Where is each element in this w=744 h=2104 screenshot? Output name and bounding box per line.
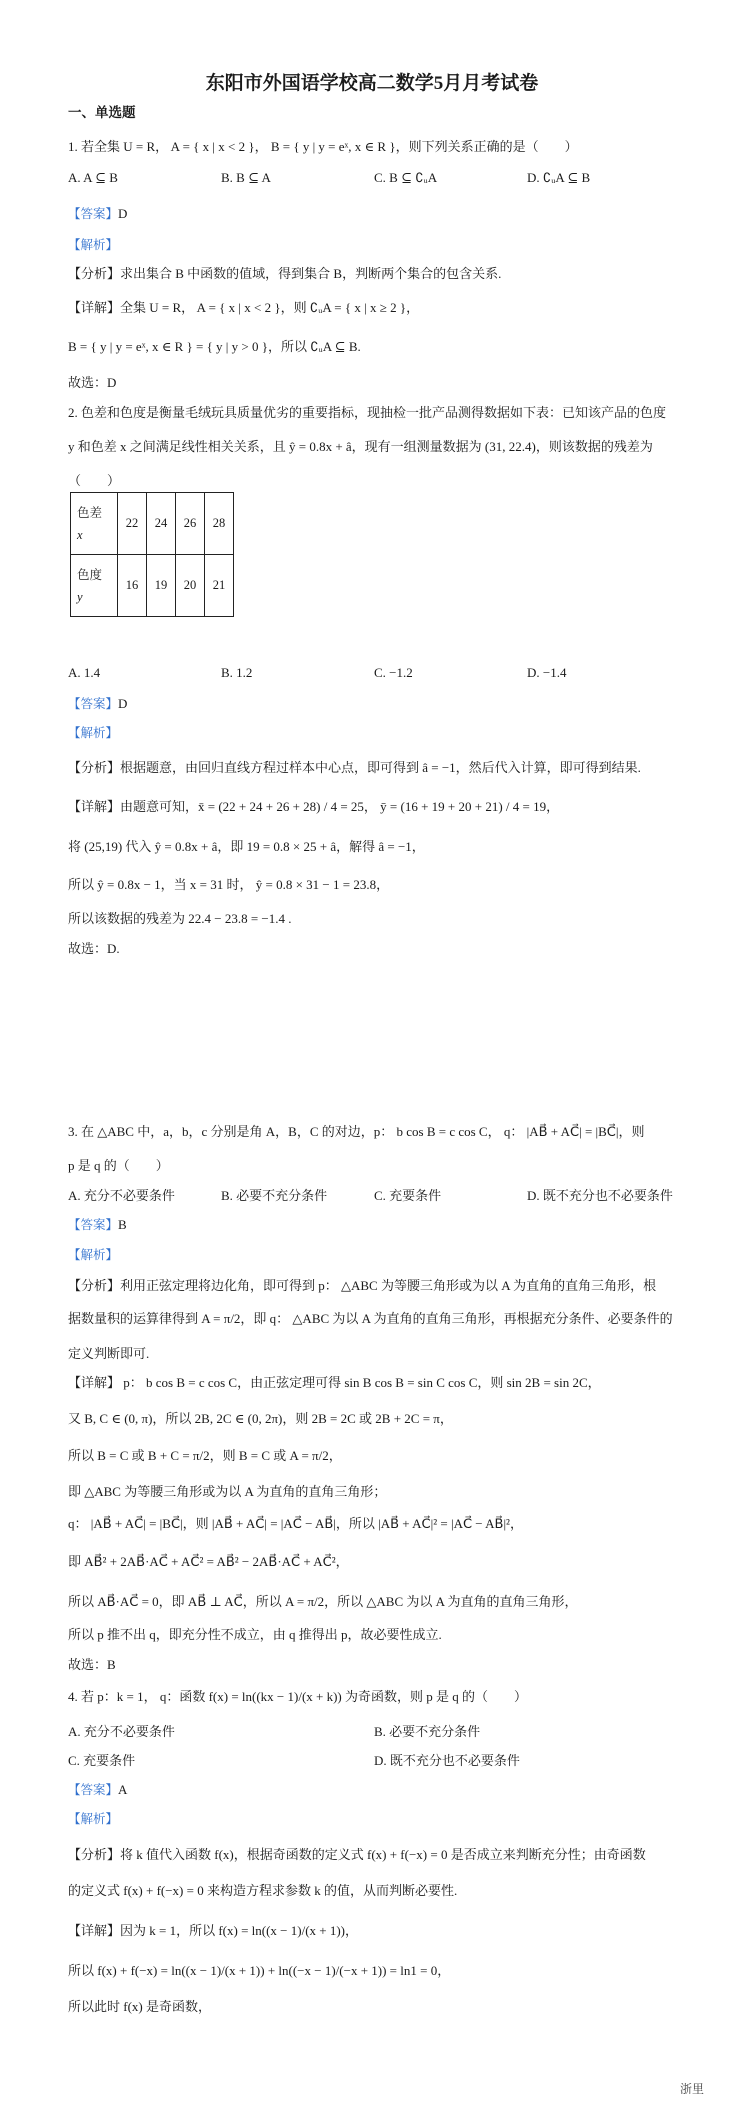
q3-stem-2: p 是 q 的（ ） bbox=[68, 1158, 169, 1173]
answer-tag: 【答案】 bbox=[68, 1783, 119, 1797]
q1-xiangjie-2: B = { y | y = eˣ, x ∈ R } = { y | y > 0 }，所以 ∁ᵤA ⊆ B. bbox=[68, 339, 361, 354]
table-cell: 24 bbox=[147, 493, 176, 555]
q3-fenxi-3: 定义判断即可. bbox=[68, 1346, 150, 1361]
table-cell: 28 bbox=[205, 493, 234, 555]
q4-fenxi-2: 的定义式 f(x) + f(−x) = 0 来构造方程求参数 k 的值，从而判断必要性. bbox=[68, 1883, 458, 1898]
q2-analysis-tag: 【解析】 bbox=[68, 726, 119, 740]
q3-fenxi-2: 据数量积的运算律得到 A = π/2，即 q： △ABC 为以 A 为直角的直角三角形，再根据充分条件、必要条件的 bbox=[68, 1311, 673, 1326]
q3-analysis-tag: 【解析】 bbox=[68, 1248, 119, 1262]
table-cell: 16 bbox=[118, 555, 147, 617]
table-cell: 20 bbox=[176, 555, 205, 617]
q3-xiangjie-1: 【详解】 p： b cos B = c cos C，由正弦定理可得 sin B cos B = sin C cos C，则 sin 2B = sin 2C， bbox=[68, 1375, 601, 1390]
q3-option-b: B. 必要不充分条件 bbox=[221, 1188, 328, 1203]
q3-answer-value: B bbox=[118, 1217, 127, 1232]
q2-stem-2: y 和色差 x 之间满足线性相关关系，且 ŷ = 0.8x + â，现有一组测量数据为 (31, 22.4)，则该数据的残差为 bbox=[68, 439, 653, 454]
q1-fenxi: 【分析】求出集合 B 中函数的值域，得到集合 B，判断两个集合的包含关系. bbox=[68, 266, 502, 281]
q4-fenxi-1: 【分析】将 k 值代入函数 f(x)，根据奇函数的定义式 f(x) + f(−x) = 0 是否成立来判断充分性；由奇函数 bbox=[68, 1847, 646, 1862]
q2-stem-1: 2. 色差和色度是衡量毛绒玩具质量优劣的重要指标，现抽检一批产品测得数据如下表：已知该产品的色度 bbox=[68, 405, 667, 420]
q2-option-c: C. −1.2 bbox=[374, 665, 413, 680]
q2-fenxi: 【分析】根据题意，由回归直线方程过样本中心点，即可得到 â = −1，然后代入计算，即可得到结果. bbox=[68, 760, 641, 775]
q4-option-c: C. 充要条件 bbox=[68, 1753, 136, 1768]
q2-xiangjie-4: 所以该数据的残差为 22.4 − 23.8 = −1.4 . bbox=[68, 911, 292, 926]
row-x-header: 色差 x bbox=[71, 493, 118, 555]
table-cell: 21 bbox=[205, 555, 234, 617]
q1-answer-value: D bbox=[118, 206, 128, 221]
q2-conclusion: 故选：D. bbox=[68, 941, 120, 956]
table-cell: 19 bbox=[147, 555, 176, 617]
q1-stem: 1. 若全集 U = R， A = { x | x < 2 }， B = { y | y = eˣ, x ∈ R }，则下列关系正确的是（ ） bbox=[68, 139, 578, 154]
answer-tag: 【答案】 bbox=[68, 697, 119, 711]
q1-answer bbox=[68, 204, 127, 222]
q1-option-b: B. B ⊆ A bbox=[221, 170, 271, 185]
q3-xiangjie-6: 即 AB⃗² + 2AB⃗·AC⃗ + AC⃗² = AB⃗² − 2AB⃗·AC⃗ + AC⃗²， bbox=[68, 1554, 349, 1569]
q3-option-d: D. 既不充分也不必要条件 bbox=[527, 1188, 673, 1203]
q3-stem-1: 3. 在 △ABC 中，a，b，c 分别是角 A，B，C 的对边，p： b cos B = c cos C， q： |AB⃗ + AC⃗| = |BC⃗|，则 bbox=[68, 1124, 645, 1139]
page-footer: 浙里 bbox=[679, 2082, 704, 2096]
q2-option-d: D. −1.4 bbox=[527, 665, 567, 680]
q3-xiangjie-3: 所以 B = C 或 B + C = π/2，则 B = C 或 A = π/2， bbox=[68, 1448, 342, 1463]
table-row bbox=[71, 555, 234, 617]
q4-xiangjie-2: 所以 f(x) + f(−x) = ln((x − 1)/(x + 1)) + ln((−x − 1)/(−x + 1)) = ln1 = 0， bbox=[68, 1963, 451, 1978]
q4-answer bbox=[68, 1780, 127, 1798]
q4-xiangjie-1: 【详解】因为 k = 1，所以 f(x) = ln((x − 1)/(x + 1))， bbox=[68, 1923, 359, 1938]
q3-answer bbox=[68, 1215, 127, 1233]
q3-fenxi-1: 【分析】利用正弦定理将边化角，即可得到 p： △ABC 为等腰三角形或为以 A 为直角的直角三角形，根 bbox=[68, 1278, 657, 1293]
q3-conclusion: 故选：B bbox=[68, 1657, 116, 1672]
q1-analysis-tag: 【解析】 bbox=[68, 238, 119, 252]
q1-option-a: A. A ⊆ B bbox=[68, 170, 118, 185]
q4-option-b: B. 必要不充分条件 bbox=[374, 1724, 481, 1739]
q4-option-a: A. 充分不必要条件 bbox=[68, 1724, 175, 1739]
q3-xiangjie-7: 所以 AB⃗·AC⃗ = 0，即 AB⃗ ⊥ AC⃗，所以 A = π/2，所以 △ABC 为以 A 为直角的直角三角形， bbox=[68, 1594, 578, 1609]
q3-option-a: A. 充分不必要条件 bbox=[68, 1188, 175, 1203]
table-row bbox=[71, 493, 234, 555]
q4-option-d: D. 既不充分也不必要条件 bbox=[374, 1753, 520, 1768]
q1-xiangjie-1: 【详解】全集 U = R， A = { x | x < 2 }，则 ∁ᵤA = { x | x ≥ 2 }， bbox=[68, 300, 420, 315]
q3-xiangjie-5: q： |AB⃗ + AC⃗| = |BC⃗|，则 |AB⃗ + AC⃗| = |AC⃗ − AB⃗|，所以 |AB⃗ + AC⃗|² = |AC⃗ − AB⃗|²， bbox=[68, 1516, 523, 1531]
page-title: 东阳市外国语学校高二数学5月月考试卷 bbox=[205, 73, 539, 94]
q4-analysis-tag: 【解析】 bbox=[68, 1812, 119, 1826]
q2-xiangjie-1: 【详解】由题意可知，x̄ = (22 + 24 + 26 + 28) / 4 = 25， ȳ = (16 + 19 + 20 + 21) / 4 = 19， bbox=[68, 799, 560, 814]
q4-stem: 4. 若 p：k = 1， q：函数 f(x) = ln((kx − 1)/(x + k)) 为奇函数，则 p 是 q 的（ ） bbox=[68, 1689, 528, 1704]
q1-option-d: D. ∁ᵤA ⊆ B bbox=[527, 170, 591, 185]
q4-xiangjie-3: 所以此时 f(x) 是奇函数， bbox=[68, 1999, 211, 2014]
q2-answer bbox=[68, 694, 127, 712]
q4-answer-value: A bbox=[118, 1782, 128, 1797]
q2-stem-3: （ ） bbox=[68, 473, 121, 488]
answer-tag: 【答案】 bbox=[68, 207, 119, 221]
q3-xiangjie-2: 又 B, C ∈ (0, π)，所以 2B, 2C ∈ (0, 2π)，则 2B = 2C 或 2B + 2C = π， bbox=[68, 1411, 453, 1426]
q3-option-c: C. 充要条件 bbox=[374, 1188, 442, 1203]
q2-option-b: B. 1.2 bbox=[221, 665, 253, 680]
q2-answer-value: D bbox=[118, 696, 128, 711]
row-y-header: 色度 y bbox=[71, 555, 118, 617]
table-cell: 22 bbox=[118, 493, 147, 555]
q2-option-a: A. 1.4 bbox=[68, 665, 101, 680]
q1-conclusion: 故选：D bbox=[68, 375, 117, 390]
answer-tag: 【答案】 bbox=[68, 1218, 119, 1232]
section-heading: 一、单选题 bbox=[68, 105, 136, 120]
q2-xiangjie-3: 所以 ŷ = 0.8x − 1，当 x = 31 时， ŷ = 0.8 × 31 − 1 = 23.8， bbox=[68, 877, 390, 892]
q3-xiangjie-8: 所以 p 推不出 q，即充分性不成立，由 q 推得出 p，故必要性成立. bbox=[68, 1627, 442, 1642]
q2-xiangjie-2: 将 (25,19) 代入 ŷ = 0.8x + â，即 19 = 0.8 × 25 + â，解得 â = −1， bbox=[68, 839, 425, 854]
q3-xiangjie-4: 即 △ABC 为等腰三角形或为以 A 为直角的直角三角形； bbox=[68, 1484, 387, 1499]
table-cell: 26 bbox=[176, 493, 205, 555]
q2-data-table bbox=[70, 492, 234, 617]
q1-option-c: C. B ⊆ ∁ᵤA bbox=[374, 170, 438, 185]
